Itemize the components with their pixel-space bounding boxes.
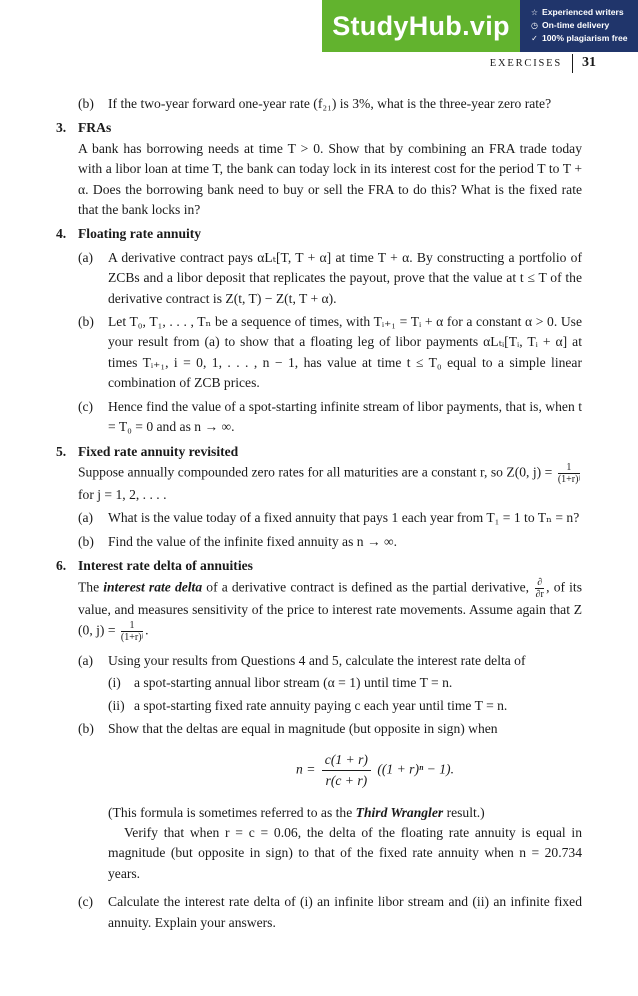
fraction [558, 462, 580, 485]
defined-term: interest rate delta [103, 579, 203, 595]
text-segment: . [145, 622, 149, 638]
question-6a-i [56, 673, 582, 693]
question-5 [56, 442, 582, 506]
question-title: Floating rate annuity [78, 226, 202, 242]
item-text: Calculate the interest rate delta of (i) an infinite libor stream and (ii) an infinite fixed annuity. Explain your answers. [108, 894, 582, 930]
feature-item [529, 19, 638, 32]
item-text: What is the value today of a fixed annuity that pays 1 each year from T₁ = 1 to Tₙ = n? [108, 510, 580, 526]
question-text [78, 577, 582, 643]
question-number: 5. [56, 443, 67, 459]
check-icon: ✓ [531, 34, 538, 43]
header-divider [572, 54, 573, 73]
question-number: 3. [56, 120, 67, 136]
text-segment: of a derivative contract is defined as the partial derivative, [206, 579, 530, 595]
item-text: Let T₀, T₁, . . . , Tₙ be a sequence of times, with Tᵢ₊₁ = Tᵢ + α for a constant α > 0. Use your result from (a) to show that a floating leg of libor payments αLₜᵢ[Tᵢ, Tᵢ + α] at times Tᵢ₊₁, i = 0, 1, . . . , n − 1, has value at time t ≤ T₀ equal to a simple linear combination of ZCB prices. [108, 314, 582, 391]
item-text: a spot-starting annual libor stream (α = 1) until time T = n. [134, 675, 453, 691]
question-6b [56, 719, 582, 884]
question-4a [56, 248, 582, 309]
text-segment: result.) [446, 804, 485, 820]
fraction-denominator: (1+r)ʲ [557, 473, 580, 485]
item-label: (a) [78, 652, 94, 668]
display-equation [108, 750, 582, 791]
derivative-fraction [535, 577, 544, 600]
question-5a [56, 508, 582, 528]
section-title: EXERCISES [489, 57, 562, 69]
verify-text: Verify that when r = c = 0.06, the delta of the floating rate annuity is equal in magnitude (but opposite in sign) to that of the fixed rate annuity when n = 20.734 years. [108, 824, 582, 881]
item-label: (c) [78, 398, 94, 414]
feature-text: On-time delivery [542, 20, 610, 30]
fraction-denominator: ∂r [535, 588, 544, 600]
running-head [490, 53, 596, 73]
item-label: (c) [78, 894, 94, 910]
fraction [121, 620, 143, 643]
question-5b [56, 532, 582, 552]
question-title: FRAs [78, 120, 112, 136]
item-label: (b) [78, 721, 94, 737]
formula-note [108, 803, 582, 823]
brand-logo[interactable]: StudyHub.vip [322, 0, 520, 52]
promo-banner[interactable] [322, 0, 638, 52]
fraction-numerator: c(1 + r) [322, 750, 371, 771]
question-4b [56, 312, 582, 394]
item-text: A derivative contract pays αLₜ[T, T + α] at time T + α. By constructing a portfolio of ZCBs and a libor deposit that replicates the payout, prove that the value at t ≤ T of the derivative contract is Z(t, T) − Z(t, T + α). [108, 249, 582, 306]
item-label: (a) [78, 510, 94, 526]
fraction-denominator: r(c + r) [325, 772, 368, 788]
page-number: 31 [582, 55, 596, 70]
question-4 [56, 224, 582, 244]
item-text: a spot-starting fixed rate annuity paying c each year until time T = n. [134, 697, 508, 713]
item-text: Find the value of the infinite fixed annuity as n → ∞. [108, 533, 398, 549]
feature-item [529, 32, 638, 45]
feature-list [520, 0, 638, 52]
feature-text: 100% plagiarism free [542, 33, 628, 43]
item-label: (i) [108, 675, 121, 691]
text-segment: The [78, 579, 100, 595]
item-label: (b) [78, 314, 94, 330]
fraction-denominator: (1+r)ʲ [120, 631, 144, 643]
question-6a [56, 651, 582, 671]
defined-term: Third Wrangler [355, 804, 444, 820]
question-6 [56, 556, 582, 643]
clock-icon: ◷ [531, 21, 538, 30]
feature-item [529, 6, 638, 19]
question-6a-ii [56, 696, 582, 716]
question-number: 4. [56, 226, 67, 242]
question-title: Fixed rate annuity revisited [78, 443, 239, 459]
text-segment: (This formula is sometimes referred to as the [108, 804, 353, 820]
item-text: Using your results from Questions 4 and 5, calculate the interest rate delta of [108, 652, 526, 668]
fraction-numerator: 1 [121, 620, 143, 632]
question-number: 6. [56, 558, 67, 574]
question-title: Interest rate delta of annuities [78, 558, 253, 574]
feature-text: Experienced writers [542, 7, 624, 17]
question-4c [56, 397, 582, 438]
item-label: (b) [78, 533, 94, 549]
equation-lhs: n = [296, 761, 316, 777]
question-text [78, 462, 582, 505]
item-label: (ii) [108, 697, 125, 713]
fraction-numerator: ∂ [537, 576, 543, 588]
question-text: A bank has borrowing needs at time T > 0. Show that by combining an FRA trade today with a libor loan at time T, the bank can today lock in its interest cost for the period T to T + α. Does the borrowing bank need to buy or sell the FRA to do this? What is the fixed rate that the bank locks in? [78, 140, 582, 218]
page-body [56, 94, 582, 933]
text-segment: , of its value, and measures sensitivity of the price to interest rate movements. Assume again that Z (0, j) = [78, 579, 582, 638]
item-label: (b) [78, 96, 94, 111]
item-text: Show that the deltas are equal in magnitude (but opposite in sign) when [108, 721, 498, 737]
question-6c [56, 892, 582, 933]
text-segment: Suppose annually compounded zero rates for all maturities are a constant r, so Z(0, j) = [78, 464, 553, 480]
text-segment: for j = 1, 2, . . . . [78, 486, 167, 502]
equation-fraction [322, 750, 371, 791]
equation-rhs: ((1 + r)ⁿ − 1). [377, 761, 454, 777]
item-text: If the two-year forward one-year rate (f₂₁) is 3%, what is the three-year zero rate? [108, 96, 552, 111]
item-label: (a) [78, 249, 94, 265]
fraction-numerator: 1 [558, 462, 580, 474]
question-3 [56, 118, 582, 220]
star-icon: ☆ [530, 8, 539, 17]
question-2b [56, 94, 582, 114]
item-text: Hence find the value of a spot-starting infinite stream of libor payments, that is, when t = T₀ = 0 and as n → ∞. [108, 398, 582, 435]
